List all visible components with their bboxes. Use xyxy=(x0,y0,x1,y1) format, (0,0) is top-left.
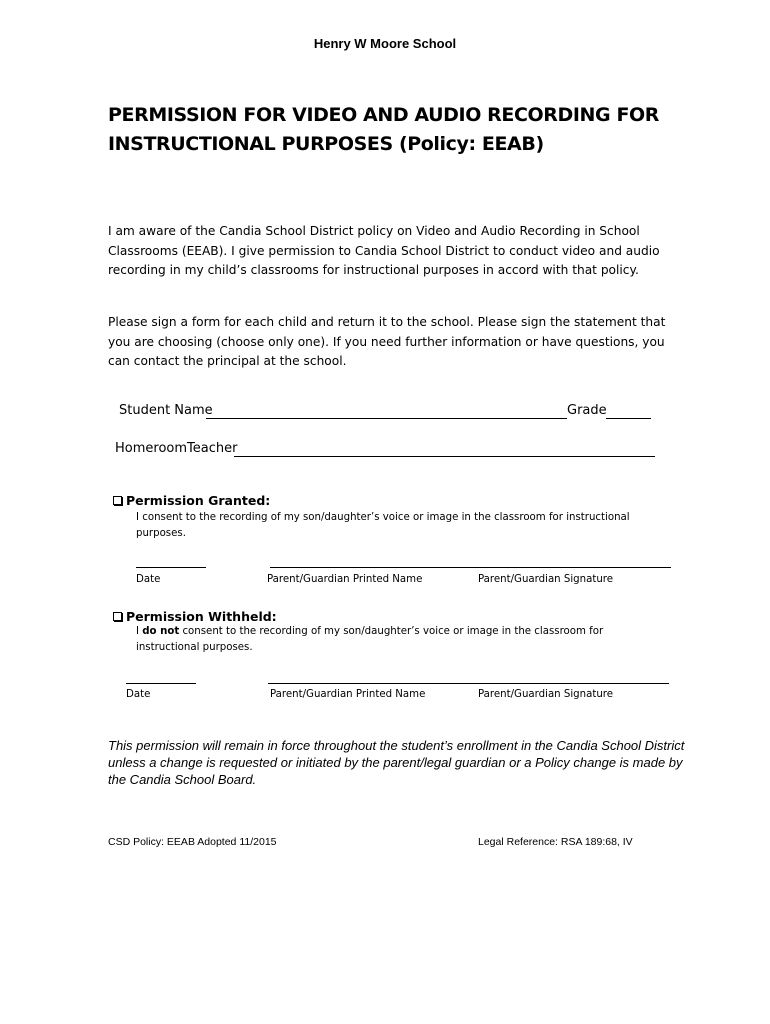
granted-printed-name-label: Parent/Guardian Printed Name xyxy=(267,574,423,585)
withheld-name-signature-line[interactable] xyxy=(268,683,669,684)
school-name: Henry W Moore School xyxy=(313,36,457,51)
legal-reference-footer: Legal Reference: RSA 189:68, IV xyxy=(478,836,633,848)
permission-granted-text: I consent to the recording of my son/daughter’s voice or image in the classroom for instructional purposes. xyxy=(136,512,630,539)
withheld-text-prefix: I xyxy=(136,626,143,637)
withheld-signature-label: Parent/Guardian Signature xyxy=(478,689,614,700)
document-title: PERMISSION FOR VIDEO AND AUDIO RECORDING FOR INSTRUCTIONAL PURPOSES (Policy: EEAB) xyxy=(108,104,660,155)
withheld-text-suffix: consent to the recording of my son/daughter’s voice or image in the classroom for instructional purposes. xyxy=(136,626,604,653)
student-name-label: Student Name xyxy=(119,403,213,418)
withheld-date-label: Date xyxy=(126,689,151,700)
granted-date-label: Date xyxy=(136,574,161,585)
instructions-paragraph: Please sign a form for each child and return it to the school. Please sign the statement that you are choosing (choose only one). If you need further information or have questions, you can contact the principal at the school. xyxy=(108,315,666,368)
grade-label: Grade xyxy=(567,403,607,418)
do-not-emphasis: do not xyxy=(142,626,180,637)
withheld-date-line[interactable] xyxy=(126,683,196,684)
withheld-printed-name-label: Parent/Guardian Printed Name xyxy=(270,689,426,700)
permission-withheld-heading: Permission Withheld: xyxy=(126,609,277,624)
homeroom-teacher-label: HomeroomTeacher xyxy=(115,441,238,456)
granted-signature-label: Parent/Guardian Signature xyxy=(478,574,614,585)
permission-granted-option[interactable] xyxy=(113,492,270,510)
grade-line[interactable] xyxy=(606,418,651,419)
policy-awareness-paragraph: I am aware of the Candia School District policy on Video and Audio Recording in School Classrooms (EEAB). I give permission to Candia School District to conduct video and audio recording in my child’s classrooms for instructional purposes in accord with that policy. xyxy=(108,224,660,277)
permission-duration-notice: This permission will remain in force throughout the student’s enrollment in the Candia School District unless a change is requested or initiated by the parent/legal guardian or a Policy change is made by the Candia School Board. xyxy=(108,738,685,787)
homeroom-teacher-line[interactable] xyxy=(234,456,655,457)
granted-name-signature-line[interactable] xyxy=(270,567,671,568)
policy-footer: CSD Policy: EEAB Adopted 11/2015 xyxy=(108,836,277,848)
permission-granted-heading: Permission Granted: xyxy=(126,493,271,508)
checkbox-icon[interactable] xyxy=(113,496,122,505)
permission-withheld-text xyxy=(136,624,646,656)
student-name-line[interactable] xyxy=(206,418,567,419)
granted-date-line[interactable] xyxy=(136,567,206,568)
checkbox-icon[interactable] xyxy=(113,612,122,621)
